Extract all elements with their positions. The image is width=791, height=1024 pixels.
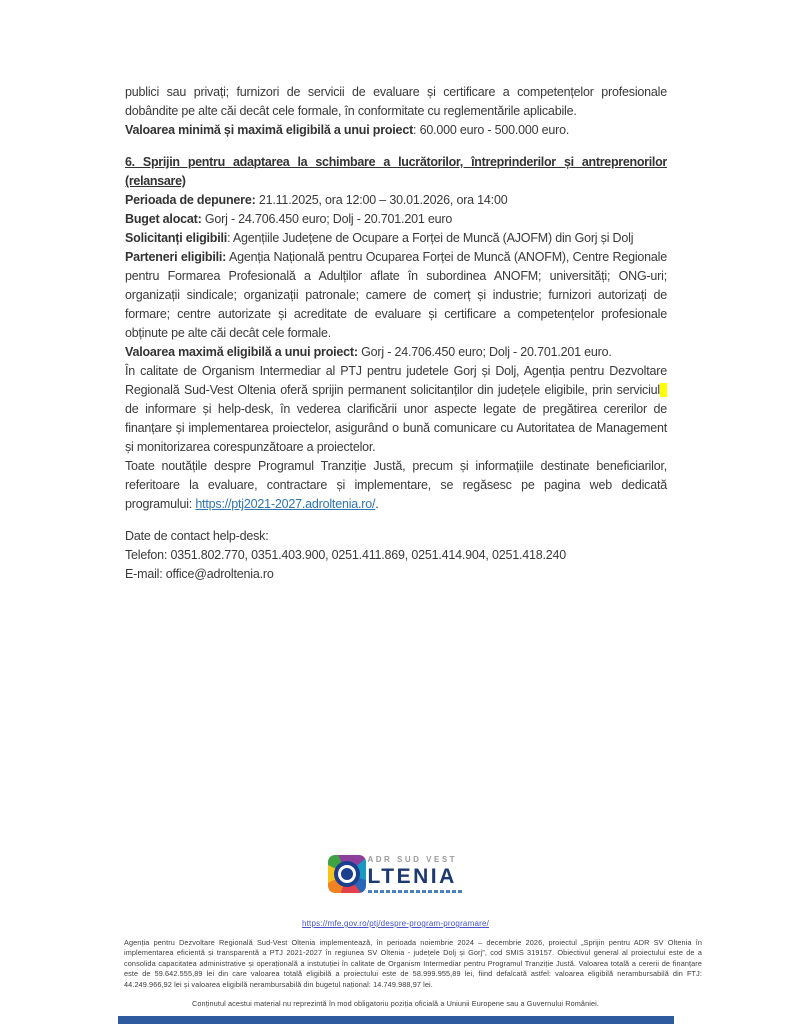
- eu-disclaimer: Conținutul acestui material nu reprezintă în mod obligatoriu poziția oficială a Uniunii Europene sau a Guvernului României.: [192, 999, 599, 1008]
- logo-tagline-microtext: [368, 890, 464, 893]
- perioada-value: 21.11.2025, ora 12:00 – 30.01.2026, ora 14:00: [255, 193, 508, 207]
- contact-block: [125, 527, 667, 584]
- perioada-line: [125, 191, 667, 210]
- solicitanti-line: [125, 229, 667, 248]
- parteneri-value: Agenția Națională pentru Ocuparea Forței de Muncă (ANOFM), Centre Regionale pentru Formarea Profesională a Adulților aflate în subordinea ANOFM; universități; ONG-uri; organizații sindicale; organizații patronale; camere de comerț și industrie; furnizori autorizați de formare; centre autorizate și acreditate de evaluare și certificare a competențelor profesionale obținute pe alte căi decât cele formale.: [125, 250, 667, 340]
- aperture-center-dot: [341, 868, 353, 880]
- buget-value: Gorj - 24.706.450 euro; Dolj - 20.701.201 euro: [201, 212, 453, 226]
- bottom-blue-bar: [118, 1016, 674, 1024]
- news-text-after-link: .: [375, 497, 379, 511]
- text-highlight: [660, 383, 667, 397]
- adr-sud-vest-oltenia-logo: [328, 855, 464, 893]
- footer-link-row: [0, 913, 791, 931]
- val-max-label: Valoarea maximă eligibilă a unui proiect:: [125, 345, 358, 359]
- contact-title: Date de contact help-desk:: [125, 529, 269, 543]
- perioada-label: Perioada de depunere:: [125, 193, 256, 207]
- oi-text-after: de informare și help-desk, în vederea clarificării unor aspecte legate de pregătirea cererilor de finanțare și implementarea proiectelor, asigurând o bună comunicare cu Autoritatea de Management și monitorizarea corespunzătoare a proiectelor.: [125, 402, 667, 454]
- contact-email: E-mail: office@adroltenia.ro: [125, 567, 274, 581]
- solicitanti-label: Solicitanți eligibili: [125, 231, 228, 245]
- logo-text-block: [368, 855, 464, 893]
- oi-support-paragraph: [125, 362, 667, 457]
- logo-name-text: LTENIA: [367, 865, 457, 888]
- parteneri-label: Parteneri eligibili:: [125, 250, 227, 264]
- min-max-line: [125, 121, 667, 140]
- contact-phone: Telefon: 0351.802.770, 0351.403.900, 0251.411.869, 0251.414.904, 0251.418.240: [125, 548, 567, 562]
- project-fine-print: Agenția pentru Dezvoltare Regională Sud-Vest Oltenia implementează, în perioada noiembrie 2024 – decembrie 2026, proiectul „Sprijin pentru ADR SV Oltenia în implementarea eficientă și transparentă a PTJ 2021-2027 în regiunea SV Oltenia - județele Dolj și Gorj”, cod SMIS 319157. Obiectivul general al proiectului este de a consolida capacitatea administrative și operațională a instutuției în calitate de Organism Intermediar pentru Programul Tranziție Justă. Valoarea totală a cererii de finanțare este de 59.642.555,89 lei din care valoarea totală eligibilă a proiectului este de 58.999.955,89 lei, fiind defalcată astfel: valoarea eligibilă nerambursabilă din FTJ: 44.249.966,92 lei și valoarea eligibilă nerambursabilă din bugetul național: 14.749.988,97 lei.: [124, 938, 702, 989]
- min-max-label: Valoarea minimă și maximă eligibilă a unui proiect: [125, 123, 414, 137]
- val-max-value: Gorj - 24.706.450 euro; Dolj - 20.701.201 euro.: [357, 345, 612, 359]
- val-max-line: [125, 343, 667, 362]
- buget-line: [125, 210, 667, 229]
- pinwheel-aperture-icon: [328, 855, 366, 893]
- intro-paragraph: publici sau privați; furnizori de servicii de evaluare și certificare a competențelor profesionale dobândite pe alte căi decât cele formale, în conformitate cu reglementările aplicabile.: [125, 85, 667, 118]
- mfe-link[interactable]: https://mfe.gov.ro/ptj/despre-program-programare/: [301, 919, 490, 928]
- solicitanti-value: : Agențiile Județene de Ocupare a Forței de Muncă (AJOFM) din Gorj și Dolj: [227, 231, 634, 245]
- oi-text-before: În calitate de Organism Intermediar al PTJ pentru judetele Gorj și Dolj, Agenția pentru Dezvoltare Regională Sud-Vest Oltenia oferă sprijin permanent solicitanților din județele eligibile, prin serviciul: [125, 364, 667, 397]
- news-paragraph: [125, 457, 667, 514]
- min-max-value: : 60.000 euro - 500.000 euro.: [413, 123, 570, 137]
- ptj-link[interactable]: https://ptj2021-2027.adroltenia.ro/: [195, 497, 376, 511]
- logo-top-text: ADR SUD VEST: [367, 855, 458, 864]
- parteneri-paragraph: [125, 248, 667, 343]
- buget-label: Buget alocat:: [125, 212, 202, 226]
- document-body: [125, 83, 667, 584]
- news-text: Toate noutățile despre Programul Tranziție Justă, precum și informațiile destinate beneficiarilor, referitoare la evaluare, contractare și implementare, se regăsesc pe pagina web dedicată programului:: [125, 459, 667, 511]
- logo-area: [0, 855, 791, 893]
- section-heading: 6. Sprijin pentru adaptarea la schimbare a lucrătorilor, întreprinderilor și antreprenorilor (relansare): [125, 155, 667, 188]
